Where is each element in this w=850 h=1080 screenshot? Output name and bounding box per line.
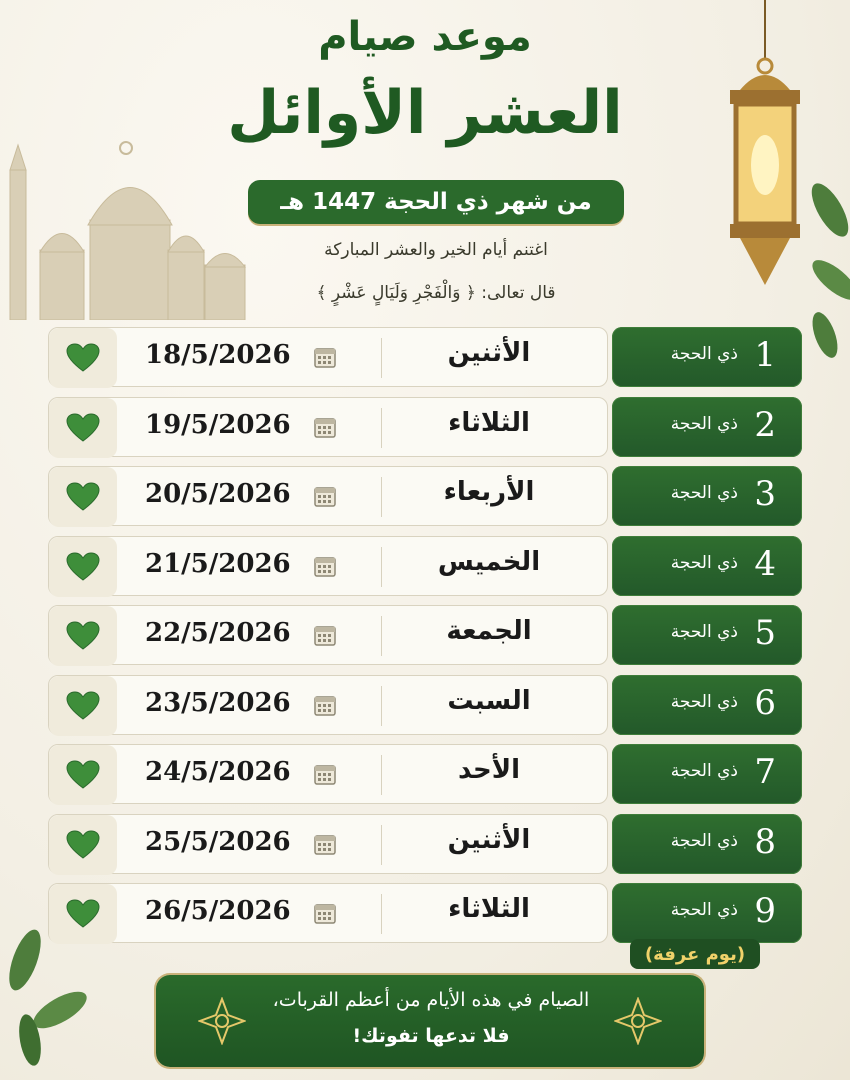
table-row [48, 744, 802, 804]
divider [381, 825, 382, 865]
heart-icon [49, 606, 117, 666]
day-name: الجمعة [446, 616, 532, 646]
day-name: الأربعاء [443, 477, 535, 507]
divider [381, 686, 382, 726]
hijri-month-label: ذي الحجة [670, 830, 738, 851]
date-text: 18/5/2026 [145, 340, 291, 370]
calendar-icon [314, 485, 336, 507]
table-row [48, 605, 802, 665]
table-row [48, 675, 802, 735]
day-name: الأثنين [447, 824, 531, 855]
row-card [48, 675, 608, 735]
hijri-month-label: ذي الحجة [670, 413, 738, 434]
footer-line1: الصيام في هذه الأيام من أعظم القربات، [272, 989, 590, 1011]
footer-banner [156, 975, 704, 1067]
hijri-day-number: 8 [754, 821, 776, 862]
footer-line2: فلا تدعها تفوتك! [352, 1025, 510, 1047]
hijri-day-number: 5 [754, 613, 776, 653]
divider [381, 408, 382, 448]
divider [381, 616, 382, 656]
hijri-month-label: ذي الحجة [670, 552, 738, 573]
calendar-icon [314, 833, 336, 855]
divider [381, 894, 382, 934]
hijri-day-number: 6 [754, 682, 776, 723]
table-row [48, 466, 802, 526]
arafah-label: (يوم عرفة) [630, 939, 760, 969]
row-card [48, 814, 608, 874]
table-row [48, 327, 802, 387]
hijri-month-label: ذي الحجة [670, 691, 738, 712]
ornament-icon [614, 997, 662, 1045]
hijri-day-badge [612, 536, 802, 596]
date-text: 19/5/2026 [145, 409, 291, 440]
hijri-day-number: 7 [754, 752, 776, 792]
hijri-month-label: ذي الحجة [670, 483, 738, 503]
date-text: 25/5/2026 [145, 826, 291, 857]
calendar-icon [314, 763, 336, 785]
tagline: اغتنم أيام الخير والعشر المباركة [324, 240, 548, 260]
heart-icon [49, 884, 117, 944]
page-title-line1: موعد صيام [318, 14, 532, 60]
date-text: 22/5/2026 [145, 618, 291, 648]
date-text: 26/5/2026 [145, 896, 291, 926]
day-name: الأثنين [447, 338, 531, 368]
verse-text: قال تعالى: ﴿ وَالْفَجْرِ وَلَيَالٍ عَشْرٍ ﴾ [316, 283, 556, 303]
hijri-day-badge [612, 814, 802, 874]
leaves-decoration [0, 920, 120, 1080]
mosque-illustration [0, 130, 250, 320]
day-name: الثلاثاء [448, 407, 530, 438]
divider [381, 338, 382, 378]
day-name: الأحد [457, 755, 521, 785]
table-row [48, 814, 802, 874]
hijri-day-badge [612, 675, 802, 735]
day-name: السبت [447, 685, 531, 716]
hijri-month-label: ذي الحجة [670, 344, 738, 364]
calendar-icon [314, 902, 336, 924]
hijri-day-badge [612, 883, 802, 965]
day-name: الخميس [437, 546, 541, 577]
date-text: 21/5/2026 [145, 548, 291, 579]
hijri-month-label: ذي الحجة [670, 761, 738, 781]
hijri-day-number: 3 [754, 474, 776, 514]
heart-icon [49, 745, 117, 805]
row-card [48, 327, 608, 387]
hijri-day-badge [612, 466, 802, 526]
date-text: 24/5/2026 [145, 757, 291, 787]
day-name: الثلاثاء [448, 894, 530, 924]
row-card [48, 883, 608, 943]
row-card [48, 605, 608, 665]
heart-icon [49, 676, 117, 736]
subtitle-badge: من شهر ذي الحجة 1447 هـ [248, 180, 624, 224]
calendar-icon [314, 555, 336, 577]
row-card [48, 744, 608, 804]
calendar-icon [314, 416, 336, 438]
hijri-day-badge [612, 744, 802, 804]
calendar-icon [314, 694, 336, 716]
divider [381, 547, 382, 587]
heart-icon [49, 815, 117, 875]
heart-icon [49, 537, 117, 597]
hijri-month-label: ذي الحجة [670, 622, 738, 642]
ornament-icon [198, 997, 246, 1045]
hijri-day-number: 9 [754, 891, 776, 931]
hijri-month-label: ذي الحجة [670, 900, 738, 920]
row-card [48, 536, 608, 596]
row-card [48, 397, 608, 457]
heart-icon [49, 328, 117, 388]
hijri-day-number: 1 [754, 335, 776, 375]
table-row [48, 536, 802, 596]
row-card [48, 466, 608, 526]
hijri-day-badge [612, 605, 802, 665]
date-text: 23/5/2026 [145, 687, 291, 718]
divider [381, 477, 382, 517]
hijri-day-number: 2 [754, 404, 776, 445]
calendar-icon [314, 624, 336, 646]
date-text: 20/5/2026 [145, 479, 291, 509]
heart-icon [49, 467, 117, 527]
hijri-day-number: 4 [754, 543, 776, 584]
page-title-line2: العشر الأوائل [227, 78, 623, 148]
table-row [48, 397, 802, 457]
heart-icon [49, 398, 117, 458]
table-row [48, 883, 802, 965]
calendar-icon [314, 346, 336, 368]
divider [381, 755, 382, 795]
hijri-day-badge [612, 327, 802, 387]
hijri-day-badge [612, 397, 802, 457]
